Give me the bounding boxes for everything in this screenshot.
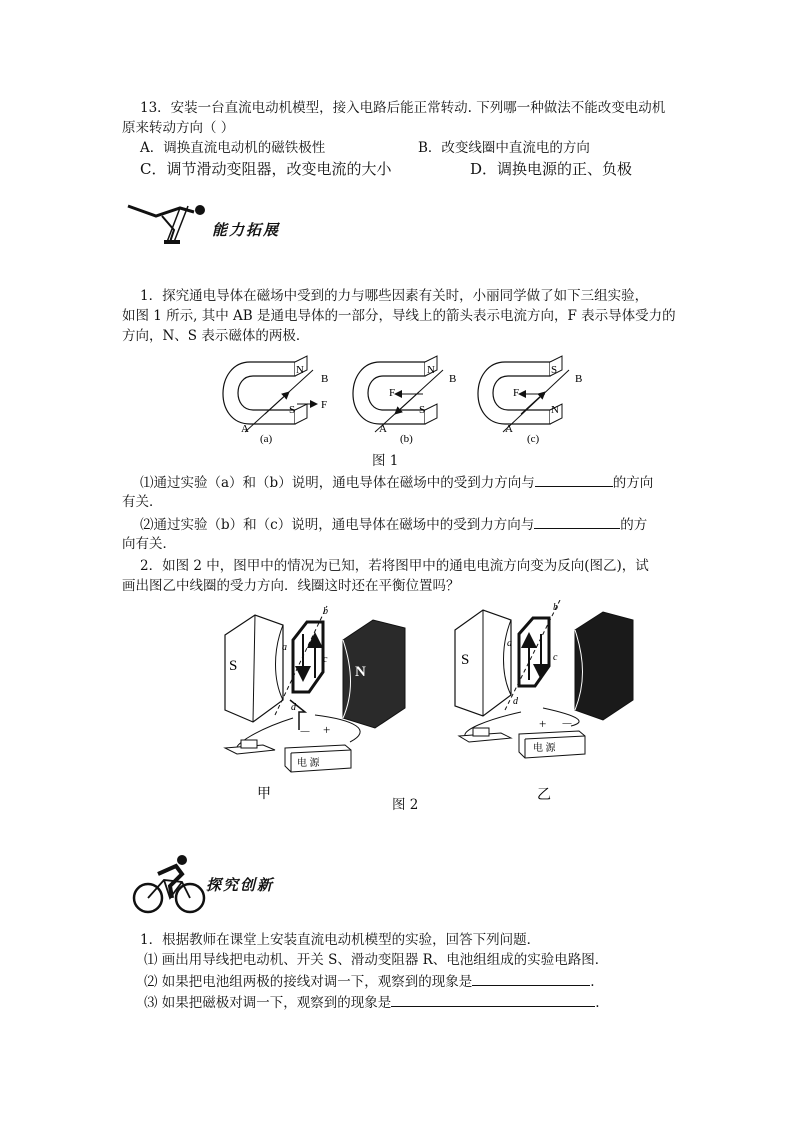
- power-minus: －: [561, 717, 574, 731]
- coil-label-a: a: [507, 638, 512, 649]
- label-N: N: [551, 404, 559, 416]
- label-A: A: [241, 423, 249, 435]
- coil-label-b: b: [553, 602, 558, 613]
- label-S: S: [419, 404, 426, 416]
- p1-sub1-tail: 的方向: [612, 475, 654, 491]
- p1-sub2-tail: 的方: [620, 517, 648, 533]
- p1-line2: 如图 1 所示, 其中 AB 是通电导体的一部分，导线上的箭头表示电流方向，F 表示导体受力的: [122, 308, 676, 324]
- p1-sub1-text: ⑴通过实验（a）和（b）说明，通电导体在磁场中的受到力方向与: [140, 475, 535, 491]
- label-N: N: [427, 364, 435, 376]
- label-B: B: [449, 373, 457, 385]
- magnet-S-label: S: [461, 652, 470, 668]
- p1-sub2-text: ⑵通过实验（b）和（c）说明，通电导体在磁场中的受到力方向与: [140, 517, 535, 533]
- p1-line1: 1．探究通电导体在磁场中受到的力与哪些因素有关时，小丽同学做了如下三组实验，: [140, 288, 649, 304]
- power-plus: +: [539, 716, 547, 731]
- label-S: S: [551, 364, 558, 376]
- answer-blank-4[interactable]: [391, 992, 595, 1007]
- p3-sub2: [144, 971, 595, 992]
- q13-line1: 13．安装一台直流电动机模型，接入电路后能正常转动. 下列哪一种做法不能改变电动机: [140, 100, 666, 116]
- label-yi: 乙: [537, 788, 551, 803]
- figure-2-caption: 图 2: [392, 797, 419, 813]
- power-label: 电 源: [533, 743, 556, 754]
- period: .: [595, 995, 600, 1011]
- q13-option-a: A．调换直流电动机的磁铁极性: [140, 140, 326, 156]
- caption-c: (c): [527, 433, 540, 445]
- p3-sub1: ⑴ 画出用导线把电动机、开关 S、滑动变阻器 R、电池组组成的实验电路图．: [144, 952, 609, 968]
- power-label: 电 源: [297, 758, 320, 769]
- label-A: A: [505, 423, 513, 435]
- coil-label-d: d: [291, 702, 296, 713]
- p3-sub3-text: ⑶ 如果把磁极对调一下，观察到的现象是: [144, 995, 392, 1011]
- magnet-S-label: S: [229, 658, 238, 674]
- p1-line3: 方向，N、S 表示磁体的两极．: [122, 328, 310, 344]
- label-N: N: [296, 364, 304, 376]
- label-jia: 甲: [257, 787, 271, 802]
- label-F: F: [321, 399, 328, 411]
- caption-a: (a): [260, 433, 273, 445]
- label-F: F: [389, 387, 396, 399]
- swimmer-icon: [122, 196, 214, 248]
- coil-label-c: c: [323, 654, 328, 665]
- p3-sub3: [144, 992, 600, 1013]
- figure-1-caption: 图 1: [372, 453, 399, 469]
- p1-sub2: [140, 514, 647, 535]
- answer-blank-2[interactable]: [534, 514, 620, 529]
- p3-sub2-text: ⑵ 如果把电池组两极的接线对调一下，观察到的现象是: [144, 974, 473, 990]
- p3-line1: 1．根据教师在课堂上安装直流电动机模型的实验，回答下列问题．: [140, 932, 541, 948]
- figure-2: [215, 600, 645, 815]
- coil-label-b: b: [323, 606, 328, 617]
- label-B: B: [575, 373, 583, 385]
- label-S: S: [289, 404, 296, 416]
- diagram-jia: [225, 606, 405, 802]
- caption-b: (b): [400, 433, 413, 445]
- label-F: F: [513, 387, 520, 399]
- answer-blank-1[interactable]: [535, 472, 613, 487]
- coil-label-c: c: [553, 652, 558, 663]
- section-title-ability: 能力拓展: [212, 221, 281, 239]
- cyclist-icon: [128, 852, 208, 916]
- coil-label-d: d: [513, 696, 518, 707]
- power-minus: －: [299, 725, 312, 739]
- diagram-yi: [455, 600, 633, 803]
- q13-line2: 原来转动方向（ ）: [122, 120, 235, 136]
- p2-line1: 2．如图 2 中，图甲中的情况为已知，若将图甲中的通电电流方向变为反向(图乙)，试: [140, 558, 649, 574]
- p1-sub1-line2: 有关．: [122, 494, 163, 510]
- p2-line2: 画出图乙中线圈的受力方向．线圈这时还在平衡位置吗？: [122, 578, 460, 594]
- label-A: A: [379, 423, 387, 435]
- p1-sub2-line2: 向有关．: [122, 536, 176, 552]
- magnet-N-label: N: [355, 664, 366, 680]
- p1-sub1: [140, 472, 653, 493]
- q13-option-b: B．改变线圈中直流电的方向: [418, 140, 590, 156]
- power-plus: +: [323, 722, 331, 737]
- q13-option-d: D．调换电源的正、负极: [470, 160, 633, 178]
- figure-1: [205, 352, 595, 452]
- answer-blank-3[interactable]: [472, 971, 590, 986]
- label-B: B: [321, 373, 329, 385]
- coil-label-a: a: [282, 642, 287, 653]
- q13-option-c: C．调节滑动变阻器，改变电流的大小: [140, 160, 392, 178]
- section-title-explore: 探究创新: [206, 876, 275, 894]
- period: .: [590, 974, 595, 990]
